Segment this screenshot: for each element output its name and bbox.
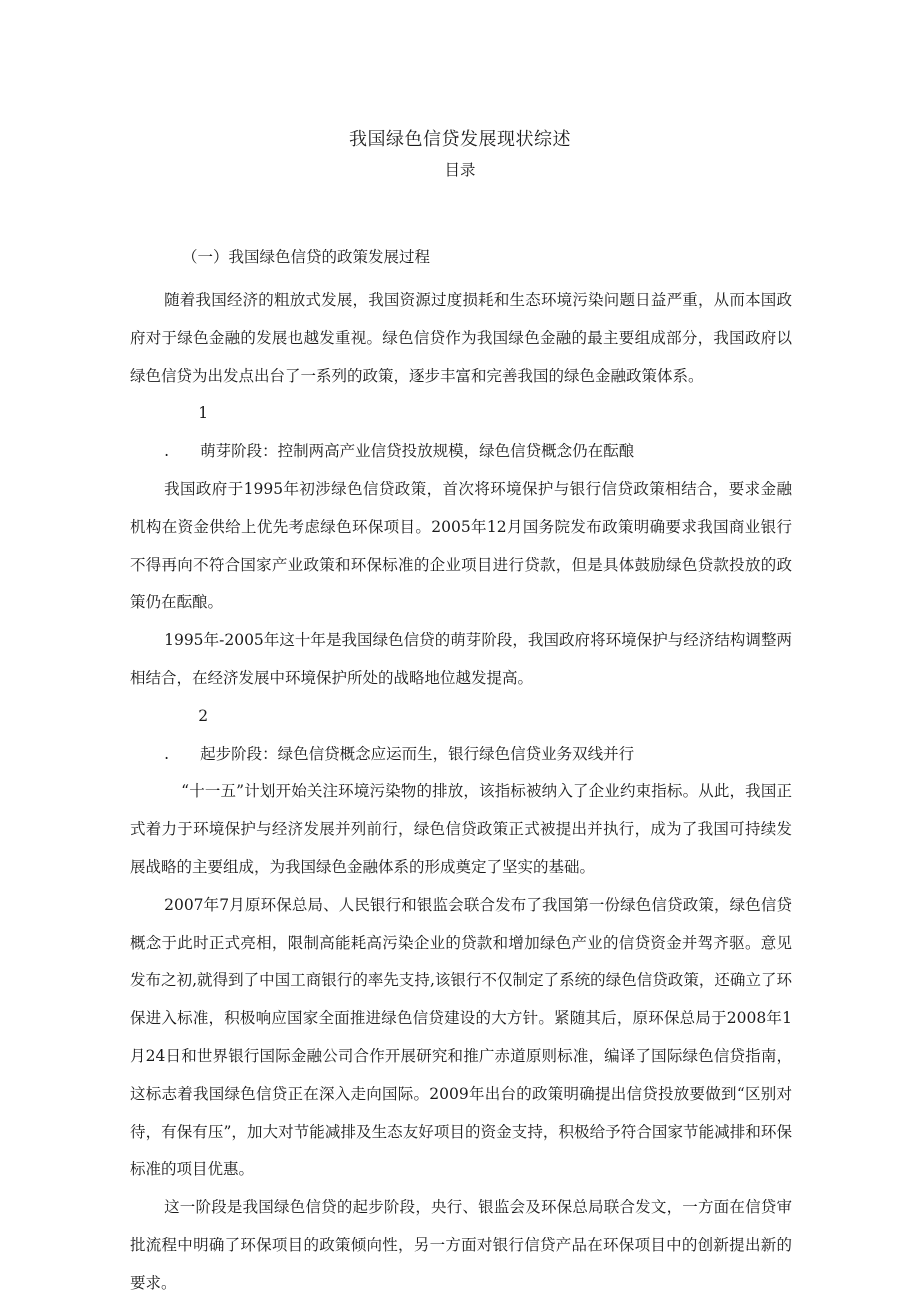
paragraph-stage-1-detail: 我国政府于1995年初涉绿色信贷政策，首次将环境保护与银行信贷政策相结合，要求金融机构在资金供给上优先考虑绿色环保项目。2005年12月国务院发布政策明确要求我国商业银行不得再向不符合国家产业政策和环保标准的企业项目进行贷款，但是具体鼓励绿色贷款投放的政策仍在酝酿。 xyxy=(130,479,792,612)
paragraph-eleventh-five-year: “十一五”计划开始关注环境污染物的排放，该指标被纳入了企业约束指标。从此，我国正式着力于环境保护与经济发展并列前行，绿色信贷政策正式被提出并执行，成为了我国可持续发展战略的主要组成，为我国绿色金融体系的形成奠定了坚实的基础。 xyxy=(130,782,792,876)
document-title: 我国绿色信贷发展现状综述 xyxy=(349,129,571,150)
table-of-contents-label: 目录 xyxy=(444,161,476,179)
list-item-number: 1 . xyxy=(164,404,209,461)
document-body xyxy=(130,282,792,1303)
list-item-number: 2 . xyxy=(164,706,209,763)
section-heading: （一）我国绿色信贷的政策发展过程 xyxy=(182,248,431,266)
paragraph-intro: 随着我国经济的粗放式发展，我国资源过度损耗和生态环境污染问题日益严重，从而本国政府对于绿色金融的发展也越发重视。绿色信贷作为我国绿色金融的最主要组成部分，我国政府以绿色信贷为出发点出台了一系列的政策，逐步丰富和完善我国的绿色金融政策体系。 xyxy=(130,291,792,385)
paragraph-stage-2-summary: 这一阶段是我国绿色信贷的起步阶段，央行、银监会及环保总局联合发文，一方面在信贷审批流程中明确了环保项目的政策倾向性，另一方面对银行信贷产品在环保项目中的创新提出新的要求。 xyxy=(130,1198,792,1292)
list-item-stage-1 xyxy=(130,395,792,471)
paragraph-2007-policy: 2007年7月原环保总局、人民银行和银监会联合发布了我国第一份绿色信贷政策，绿色信贷概念于此时正式亮相，限制高能耗高污染企业的贷款和增加绿色产业的信贷资金并驾齐驱。意见发布之初,就得到了中国工商银行的率先支持,该银行不仅制定了系统的绿色信贷政策，还确立了环保进入标准，积极响应国家全面推进绿色信贷建设的大方针。紧随其后，原环保总局于2008年1月24日和世界银行国际金融公司合作开展研究和推广赤道原则标准，编译了国际绿色信贷指南，这标志着我国绿色信贷正在深入走向国际。2009年出台的政策明确提出信贷投放要做到“区别对待，有保有压”，加大对节能减排及生态友好项目的资金支持，积极给予符合国家节能减排和环保标准的项目优惠。 xyxy=(130,895,792,1179)
paragraph-stage-1-summary: 1995年-2005年这十年是我国绿色信贷的萌芽阶段，我国政府将环境保护与经济结构调整两相结合，在经济发展中环境保护所处的战略地位越发提高。 xyxy=(130,631,792,687)
list-item-stage-2 xyxy=(130,698,792,774)
list-item-text: 起步阶段：绿色信贷概念应运而生，银行绿色信贷业务双线并行 xyxy=(200,744,635,763)
list-item-text: 萌芽阶段：控制两高产业信贷投放规模，绿色信贷概念仍在酝酿 xyxy=(200,442,635,461)
